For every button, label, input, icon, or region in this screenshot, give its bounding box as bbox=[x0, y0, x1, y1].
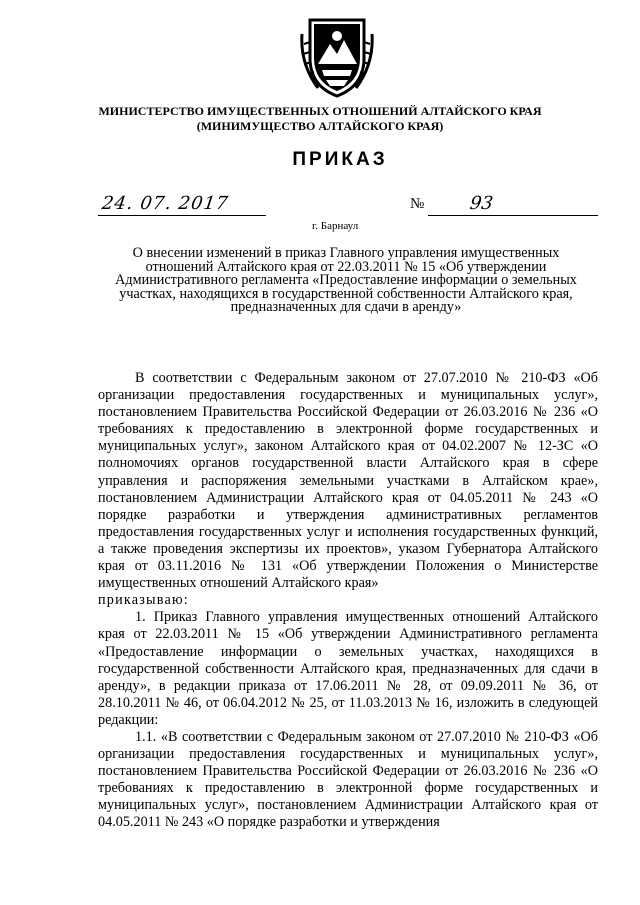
coat-of-arms-emblem bbox=[300, 14, 374, 98]
ministry-name: МИНИСТЕРСТВО ИМУЩЕСТВЕННЫХ ОТНОШЕНИЙ АЛТАЙСКОГО КРАЯ bbox=[98, 104, 542, 118]
date-field bbox=[98, 193, 266, 216]
order-keyword: приказываю: bbox=[98, 592, 189, 609]
subject-line: Административного регламента «Предоставление информации о земельных bbox=[115, 272, 577, 289]
number-field bbox=[428, 193, 598, 216]
subject-line: отношений Алтайского края от 22.03.2011 № 15 «Об утверждении bbox=[145, 258, 547, 275]
ministry-header bbox=[60, 104, 580, 134]
order-body bbox=[98, 370, 598, 832]
number-label: № bbox=[410, 196, 425, 212]
order-subject bbox=[94, 247, 598, 315]
ministry-short-name: (МИНИМУЩЕСТВО АЛТАЙСКОГО КРАЯ) bbox=[196, 119, 444, 133]
subject-line: предназначенных для сдачи в аренду» bbox=[230, 299, 462, 316]
city-label: г. Барнаул bbox=[312, 220, 359, 232]
subject-line: О внесении изменений в приказ Главного управления имущественных bbox=[132, 245, 560, 261]
handwritten-date: 24. 07. 2017 bbox=[100, 193, 230, 214]
document-type-title: ПРИКАЗ bbox=[292, 149, 388, 170]
clause-1-1-paragraph: 1.1. «В соответствии с Федеральным законом от 27.07.2010 № 210-ФЗ «Об организации предоставления государственных и муниципальных услуг», постановлением Правительства Российской Федерации от 26.03.2016 № 236 «О требованиях к предоставлению в электронной форме государственных и муниципальных услуг», постановлением Администрации Алтайского края от 04.05.2011 № 243 «О порядке разработки и утверждения bbox=[98, 728, 598, 831]
clause-1-paragraph: 1. Приказ Главного управления имущественных отношений Алтайского края от 22.03.2011 № 15 «Об утверждении Административного регламента «Предоставление информации о земельных участках, находящихся в государственной собственности Алтайского края, предназначенных для сдачи в аренду», в редакции приказа от 17.06.2011 № 28, от 09.09.2011 № 36, от 28.10.2011 № 46, от 06.04.2012 № 25, от 11.03.2013 № 16, изложить в следующей редакции: bbox=[98, 609, 598, 728]
handwritten-number: 93 bbox=[468, 193, 495, 214]
preamble-paragraph: В соответствии с Федеральным законом от 27.07.2010 № 210-ФЗ «Об организации предоставления государственных и муниципальных услуг», постановлением Правительства Российской Федерации от 26.03.2016 № 236 «О требованиях к предоставлению в электронной форме государственных и муниципальных услуг», законом Алтайского края от 04.02.2007 № 12-ЗС «О полномочиях органов государственной власти Алтайского края в сфере управления и распоряжения земельными участками в Алтайском крае», постановлением Администрации Алтайского края от 04.05.2011 № 243 «О порядке разработки и утверждения административных регламентов предоставления государственных услуг и исполнения государственных функций, а также проведения экспертизы их проектов», указом Губернатора Алтайского края от 03.11.2016 № 131 «Об утверждении Положения о Министерстве имущественных отношений Алтайского края» bbox=[98, 370, 598, 592]
subject-line: участках, находящихся в государственной собственности Алтайского края, bbox=[119, 285, 573, 302]
